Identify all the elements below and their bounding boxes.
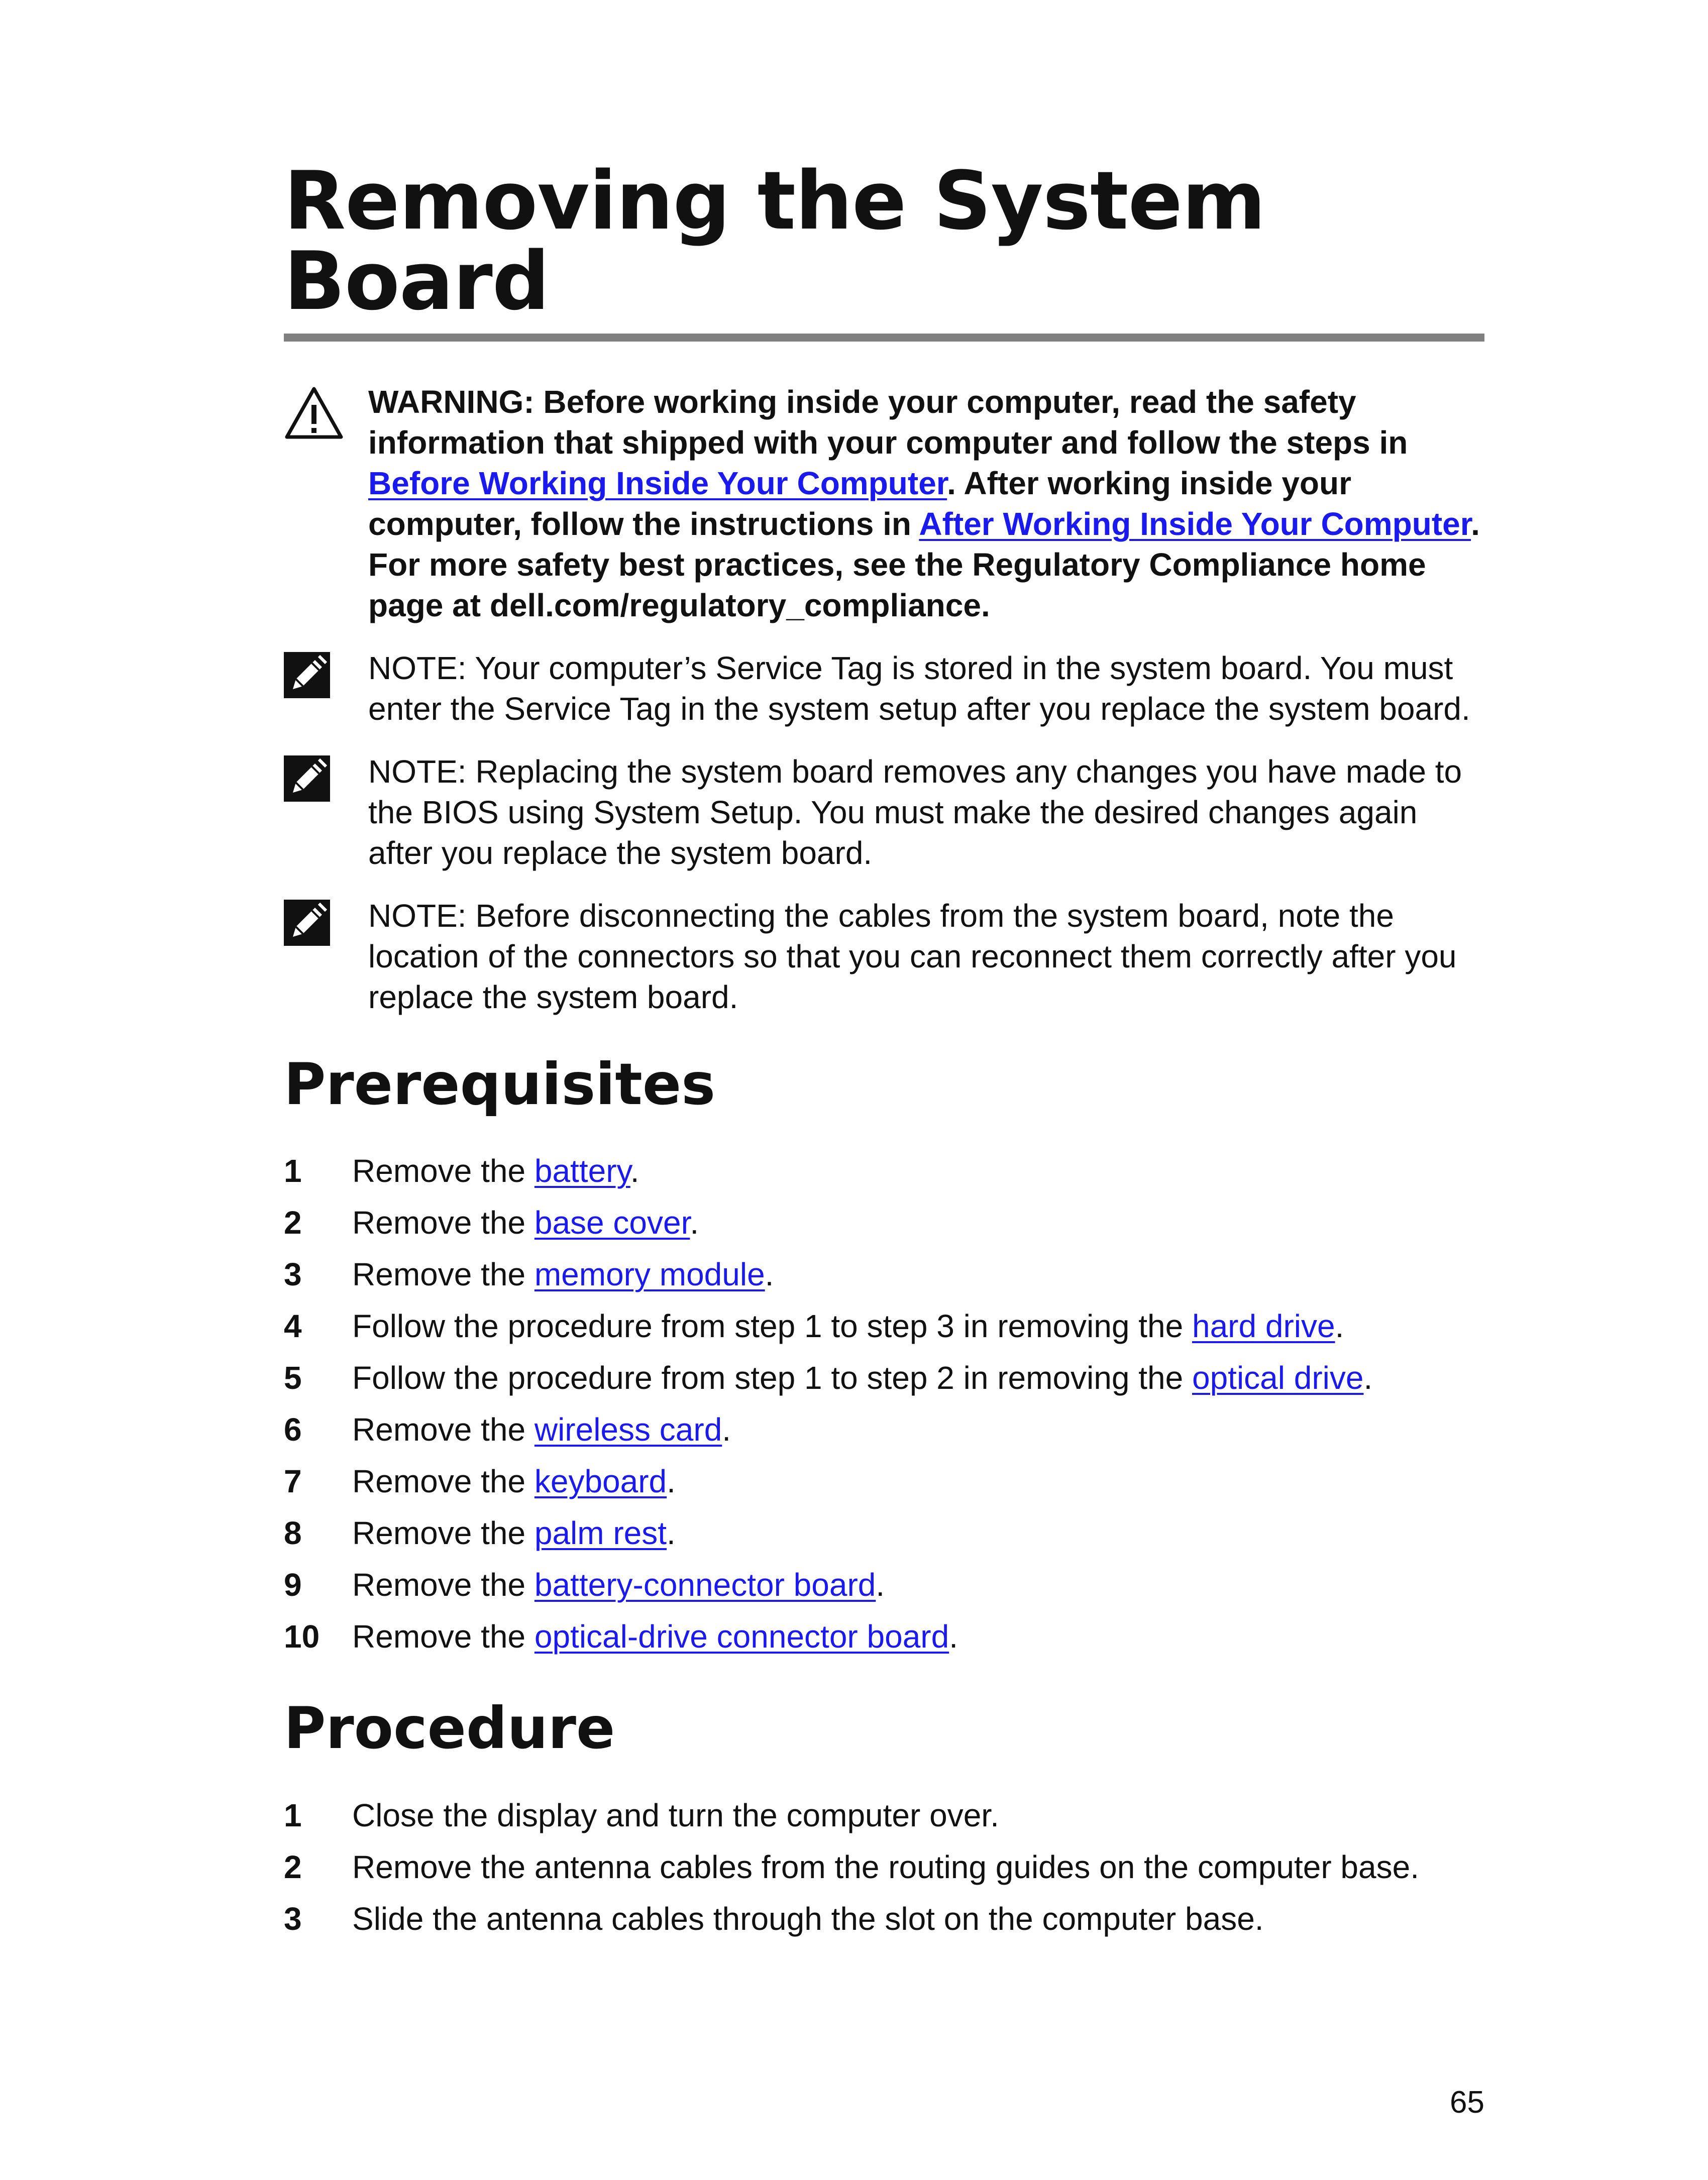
step-punct: . bbox=[1335, 1308, 1344, 1345]
step-number: 10 bbox=[284, 1618, 320, 1655]
step-number: 3 bbox=[284, 1900, 302, 1937]
title-rule bbox=[284, 334, 1484, 342]
step-punct: . bbox=[949, 1618, 958, 1655]
step-text: Remove the bbox=[352, 1567, 535, 1603]
note-text: Before disconnecting the cables from the system board, note the location of the connectors so that you can reconnect them correctly after you replace the system board. bbox=[368, 898, 1457, 1015]
step-punct: . bbox=[1363, 1360, 1373, 1396]
list-item bbox=[284, 1306, 1484, 1346]
keyboard-link[interactable]: keyboard bbox=[534, 1463, 667, 1500]
step-text: Remove the bbox=[352, 1463, 535, 1500]
step-text: Remove the bbox=[352, 1618, 535, 1655]
step-text: Slide the antenna cables through the slot on the computer base. bbox=[352, 1900, 1264, 1937]
step-text: Follow the procedure from step 1 to step 2 in removing the bbox=[352, 1360, 1192, 1396]
list-item bbox=[284, 1795, 1484, 1835]
optical-drive-connector-board-link[interactable]: optical-drive connector board bbox=[534, 1618, 949, 1655]
step-number: 3 bbox=[284, 1256, 302, 1293]
list-item bbox=[284, 1151, 1484, 1191]
step-number: 4 bbox=[284, 1308, 302, 1345]
warning-lead-text: WARNING: Before working inside your computer, read the safety information that shipped with your computer and follow the steps in bbox=[368, 384, 1408, 461]
step-number: 2 bbox=[284, 1205, 302, 1241]
procedure-list bbox=[284, 1795, 1484, 1939]
procedure-heading: Procedure bbox=[284, 1695, 615, 1762]
step-text: Remove the bbox=[352, 1411, 535, 1448]
step-text: Close the display and turn the computer over. bbox=[352, 1797, 999, 1833]
step-text: Remove the bbox=[352, 1205, 535, 1241]
step-number: 7 bbox=[284, 1463, 302, 1500]
warning-mid-text: . After working inside your computer, follow the instructions in bbox=[368, 465, 1351, 542]
note-label: NOTE: bbox=[368, 898, 467, 934]
optical-drive-link[interactable]: optical drive bbox=[1192, 1360, 1364, 1396]
note-block bbox=[284, 751, 1484, 874]
step-text: Remove the bbox=[352, 1515, 535, 1552]
step-number: 8 bbox=[284, 1515, 302, 1552]
prerequisites-list bbox=[284, 1151, 1484, 1657]
note-pencil-icon bbox=[284, 652, 330, 708]
battery-connector-board-link[interactable]: battery-connector board bbox=[534, 1567, 876, 1603]
note-pencil-icon bbox=[284, 900, 330, 955]
list-item bbox=[284, 1847, 1484, 1887]
page-number: 65 bbox=[1450, 2085, 1484, 2120]
after-working-link[interactable]: After Working Inside Your Computer bbox=[919, 506, 1471, 542]
step-punct: . bbox=[630, 1153, 639, 1189]
step-text: Remove the antenna cables from the routing guides on the computer base. bbox=[352, 1848, 1419, 1885]
list-item bbox=[284, 1358, 1484, 1398]
step-number: 1 bbox=[284, 1153, 302, 1189]
before-working-link[interactable]: Before Working Inside Your Computer bbox=[368, 465, 947, 501]
note-pencil-icon bbox=[284, 755, 330, 811]
warning-tail-text: . For more safety best practices, see the Regulatory Compliance home page at dell.com/regulatory_compliance. bbox=[368, 506, 1480, 623]
warning-block bbox=[284, 382, 1484, 626]
list-item bbox=[284, 1616, 1484, 1657]
note-block bbox=[284, 648, 1484, 729]
hard-drive-link[interactable]: hard drive bbox=[1192, 1308, 1335, 1345]
list-item bbox=[284, 1461, 1484, 1501]
note-text: Replacing the system board removes any changes you have made to the BIOS using System Setup. You must make the desired changes again after you replace the system board. bbox=[368, 753, 1462, 871]
prerequisites-heading: Prerequisites bbox=[284, 1051, 716, 1118]
step-punct: . bbox=[667, 1463, 676, 1500]
step-number: 1 bbox=[284, 1797, 302, 1833]
step-number: 9 bbox=[284, 1567, 302, 1603]
step-punct: . bbox=[690, 1205, 699, 1241]
step-text: Follow the procedure from step 1 to step 3 in removing the bbox=[352, 1308, 1192, 1345]
palm-rest-link[interactable]: palm rest bbox=[534, 1515, 667, 1552]
step-punct: . bbox=[667, 1515, 676, 1552]
step-number: 6 bbox=[284, 1411, 302, 1448]
memory-module-link[interactable]: memory module bbox=[534, 1256, 765, 1293]
step-text: Remove the bbox=[352, 1153, 535, 1189]
step-number: 5 bbox=[284, 1360, 302, 1396]
base-cover-link[interactable]: base cover bbox=[534, 1205, 690, 1241]
page-title: Removing the System Board bbox=[284, 154, 1265, 328]
step-punct: . bbox=[722, 1411, 731, 1448]
list-item bbox=[284, 1409, 1484, 1450]
document-page bbox=[284, 156, 1484, 1950]
battery-link[interactable]: battery bbox=[534, 1153, 630, 1189]
note-block bbox=[284, 896, 1484, 1018]
list-item bbox=[284, 1565, 1484, 1605]
warning-triangle-icon bbox=[284, 386, 344, 450]
list-item bbox=[284, 1203, 1484, 1243]
wireless-card-link[interactable]: wireless card bbox=[534, 1411, 722, 1448]
note-label: NOTE: bbox=[368, 753, 467, 790]
step-number: 2 bbox=[284, 1848, 302, 1885]
step-punct: . bbox=[876, 1567, 885, 1603]
note-text: Your computer’s Service Tag is stored in the system board. You must enter the Service Tag in the system setup after you replace the system board. bbox=[368, 650, 1470, 727]
list-item bbox=[284, 1899, 1484, 1939]
list-item bbox=[284, 1513, 1484, 1553]
list-item bbox=[284, 1254, 1484, 1294]
step-punct: . bbox=[765, 1256, 774, 1293]
step-text: Remove the bbox=[352, 1256, 535, 1293]
note-label: NOTE: bbox=[368, 650, 467, 686]
